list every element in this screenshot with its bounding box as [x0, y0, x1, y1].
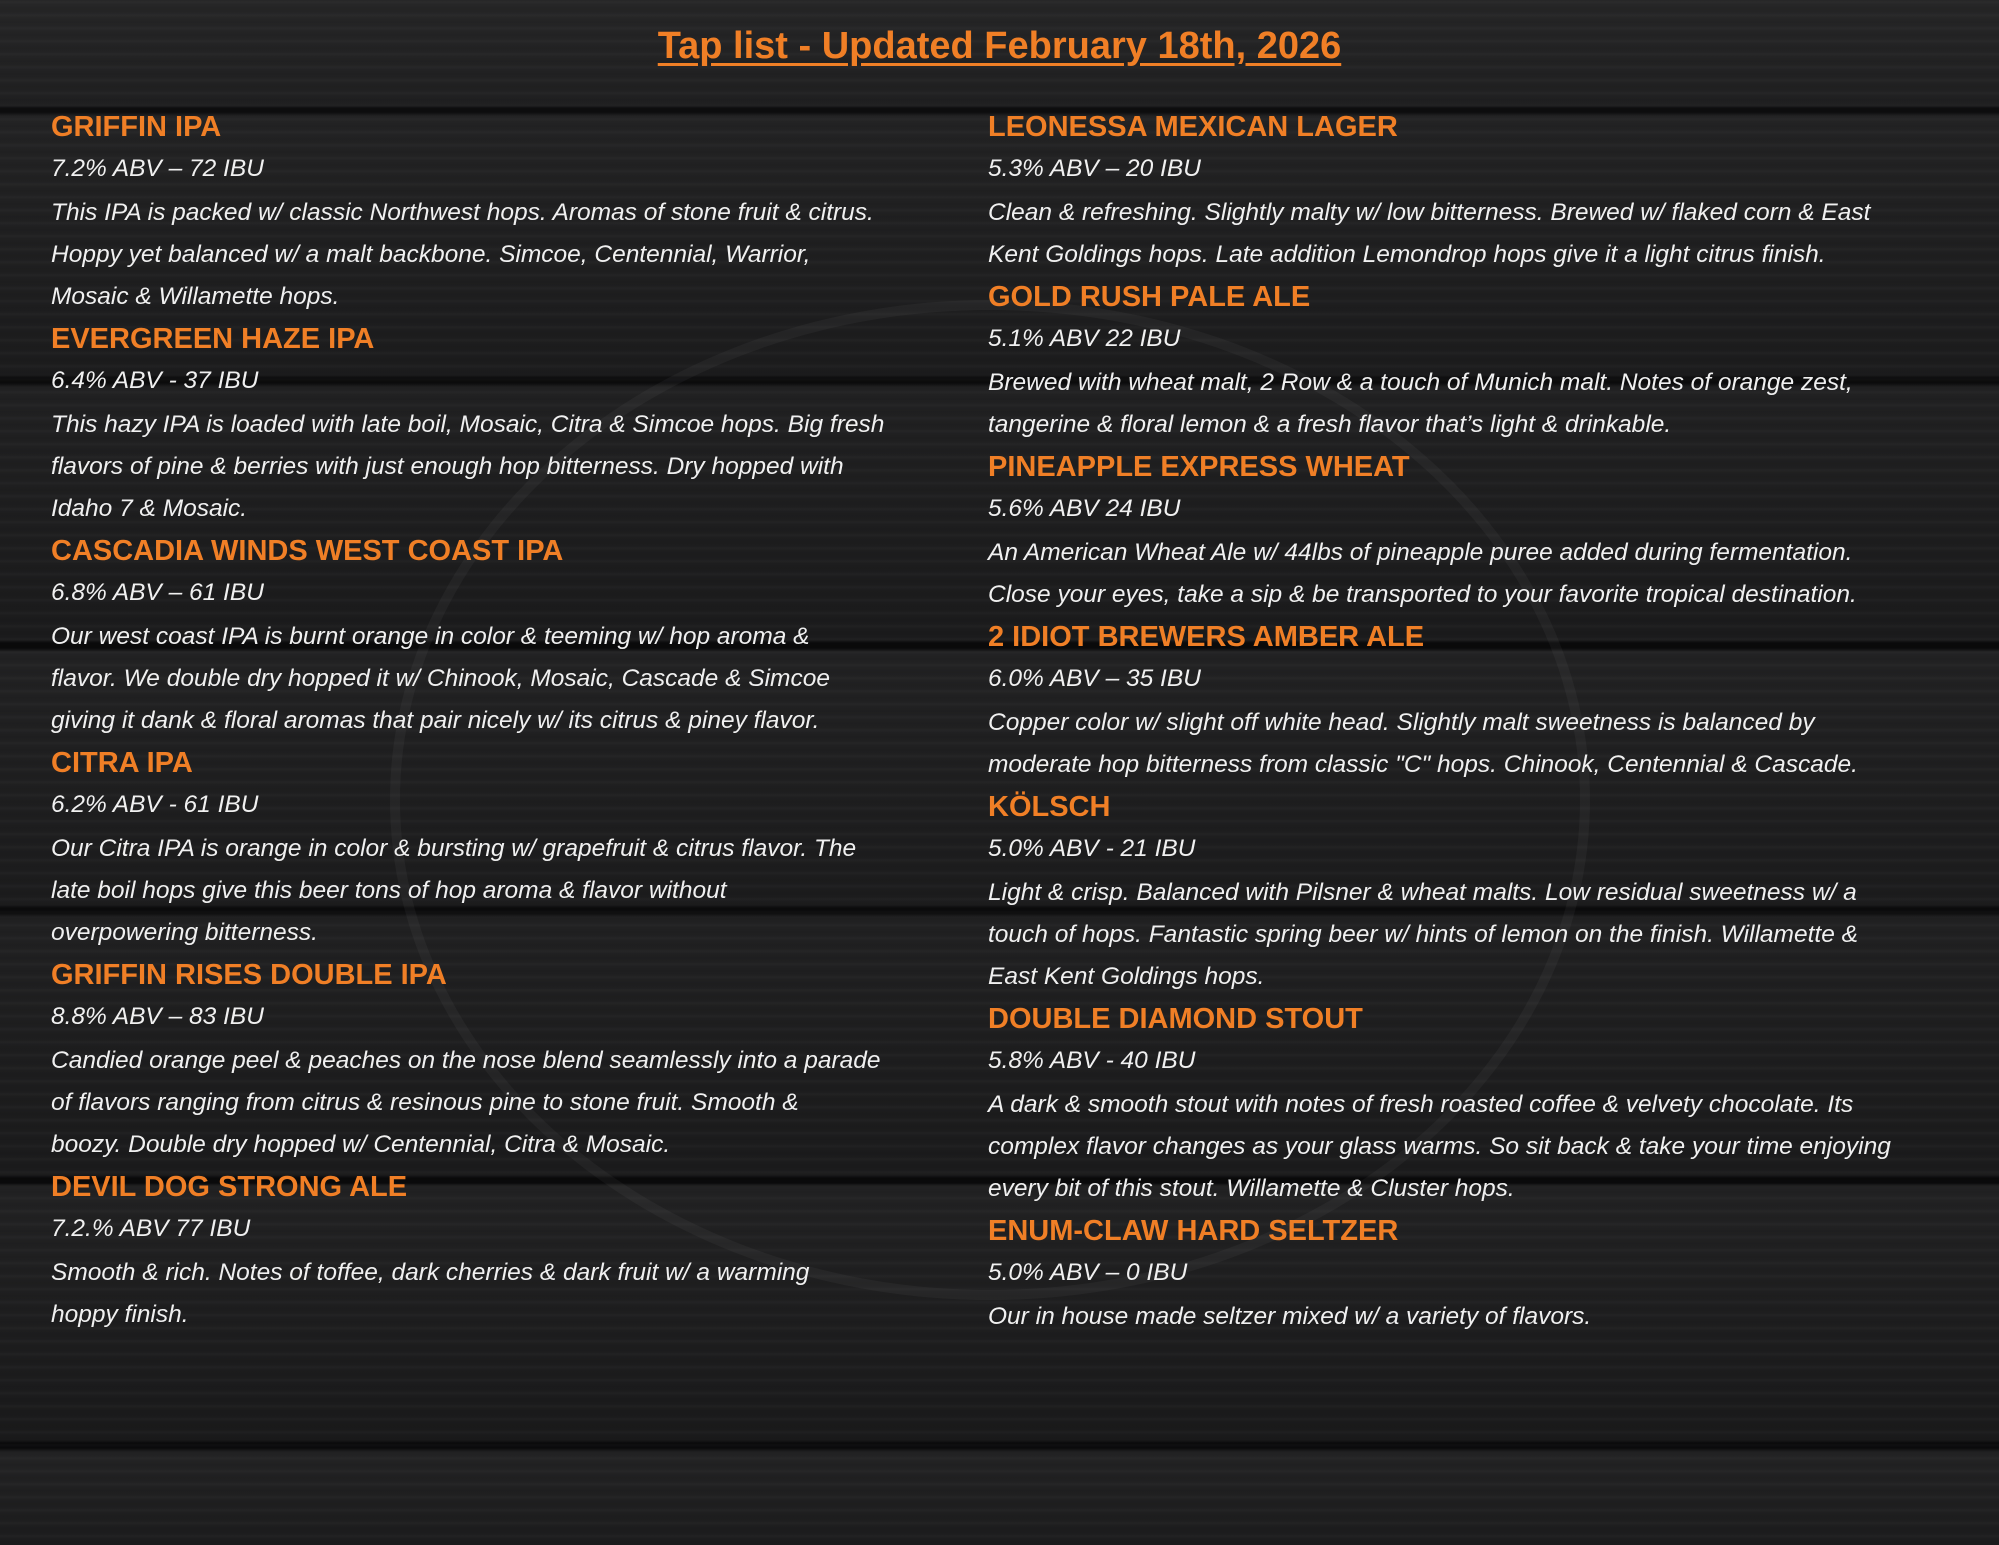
beer-description	[51, 616, 991, 742]
beer-abv-ibu: 6.4% ABV - 37 IBU	[51, 367, 259, 394]
beer-abv-ibu: 5.1% ABV 22 IBU	[988, 325, 1181, 352]
beer-name: EVERGREEN HAZE IPA	[51, 323, 375, 355]
beer-name: KÖLSCH	[988, 791, 1111, 823]
beer-description	[988, 192, 1999, 276]
beer-item	[51, 318, 991, 530]
description-line: Mosaic & Willamette hops.	[51, 283, 340, 310]
tap-list-left-column	[51, 106, 991, 1336]
description-line: flavor. We double dry hopped it w/ Chinook, Mosaic, Cascade & Simcoe	[51, 665, 830, 692]
beer-name: PINEAPPLE EXPRESS WHEAT	[988, 451, 1410, 483]
beer-item	[51, 954, 991, 1166]
description-line: overpowering bitterness.	[51, 919, 318, 946]
description-line: A dark & smooth stout with notes of fresh roasted coffee & velvety chocolate. Its	[988, 1091, 1854, 1118]
beer-name: GRIFFIN RISES DOUBLE IPA	[51, 959, 447, 991]
description-line: East Kent Goldings hops.	[988, 963, 1265, 990]
beer-name: 2 IDIOT BREWERS AMBER ALE	[988, 621, 1425, 653]
beer-item	[988, 998, 1999, 1210]
description-line: flavors of pine & berries with just enough hop bitterness. Dry hopped with	[51, 453, 844, 480]
description-line: An American Wheat Ale w/ 44lbs of pineapple puree added during fermentation.	[988, 539, 1853, 566]
beer-item	[51, 106, 991, 318]
description-line: hoppy finish.	[51, 1301, 189, 1328]
beer-description	[51, 192, 991, 318]
beer-name: GRIFFIN IPA	[51, 111, 222, 143]
beer-description	[51, 404, 991, 530]
beer-abv-ibu: 6.2% ABV - 61 IBU	[51, 791, 259, 818]
description-line: This hazy IPA is loaded with late boil, Mosaic, Citra & Simcoe hops. Big fresh	[51, 411, 885, 438]
beer-abv-ibu: 5.0% ABV - 21 IBU	[988, 835, 1196, 862]
description-line: boozy. Double dry hopped w/ Centennial, Citra & Mosaic.	[51, 1131, 671, 1158]
beer-abv-ibu: 5.0% ABV – 0 IBU	[988, 1259, 1188, 1286]
beer-item	[51, 530, 991, 742]
beer-name: DOUBLE DIAMOND STOUT	[988, 1003, 1363, 1035]
beer-name: CASCADIA WINDS WEST COAST IPA	[51, 535, 564, 567]
tap-list-right-column	[988, 106, 1999, 1338]
beer-abv-ibu: 5.6% ABV 24 IBU	[988, 495, 1181, 522]
beer-name: LEONESSA MEXICAN LAGER	[988, 111, 1398, 143]
beer-description	[988, 1084, 1999, 1210]
description-line: late boil hops give this beer tons of hop aroma & flavor without	[51, 877, 727, 904]
beer-name: ENUM-CLAW HARD SELTZER	[988, 1215, 1399, 1247]
beer-item	[988, 616, 1999, 786]
beer-description	[988, 872, 1999, 998]
description-line: Close your eyes, take a sip & be transported to your favorite tropical destination.	[988, 581, 1857, 608]
description-line: giving it dank & floral aromas that pair nicely w/ its citrus & piney flavor.	[51, 707, 820, 734]
page-title: Tap list - Updated February 18th, 2026	[657, 25, 1342, 67]
beer-abv-ibu: 7.2% ABV – 72 IBU	[51, 155, 264, 182]
description-line: Our west coast IPA is burnt orange in color & teeming w/ hop aroma &	[51, 623, 810, 650]
beer-description	[988, 532, 1999, 616]
beer-abv-ibu: 6.8% ABV – 61 IBU	[51, 579, 264, 606]
description-line: complex flavor changes as your glass warms. So sit back & take your time enjoying	[988, 1133, 1891, 1160]
description-line: This IPA is packed w/ classic Northwest hops. Aromas of stone fruit & citrus.	[51, 199, 874, 226]
description-line: every bit of this stout. Willamette & Cluster hops.	[988, 1175, 1515, 1202]
description-line: moderate hop bitterness from classic "C" hops. Chinook, Centennial & Cascade.	[988, 751, 1858, 778]
description-line: Clean & refreshing. Slightly malty w/ low bitterness. Brewed w/ flaked corn & East	[988, 199, 1871, 226]
beer-abv-ibu: 5.8% ABV - 40 IBU	[988, 1047, 1196, 1074]
beer-description	[51, 1252, 991, 1336]
beer-abv-ibu: 5.3% ABV – 20 IBU	[988, 155, 1201, 182]
beer-description	[988, 702, 1999, 786]
beer-name: DEVIL DOG STRONG ALE	[51, 1171, 408, 1203]
beer-item	[988, 1210, 1999, 1338]
beer-item	[988, 106, 1999, 276]
beer-abv-ibu: 7.2.% ABV 77 IBU	[51, 1215, 251, 1242]
beer-description	[51, 1040, 991, 1166]
beer-name: CITRA IPA	[51, 747, 193, 779]
description-line: Our in house made seltzer mixed w/ a variety of flavors.	[988, 1303, 1592, 1330]
description-line: Our Citra IPA is orange in color & bursting w/ grapefruit & citrus flavor. The	[51, 835, 857, 862]
beer-abv-ibu: 8.8% ABV – 83 IBU	[51, 1003, 264, 1030]
beer-name: GOLD RUSH PALE ALE	[988, 281, 1311, 313]
description-line: tangerine & floral lemon & a fresh flavor that’s light & drinkable.	[988, 411, 1672, 438]
beer-item	[51, 742, 991, 954]
description-line: Hoppy yet balanced w/ a malt backbone. Simcoe, Centennial, Warrior,	[51, 241, 811, 268]
description-line: of flavors ranging from citrus & resinous pine to stone fruit. Smooth &	[51, 1089, 799, 1116]
description-line: Brewed with wheat malt, 2 Row & a touch of Munich malt. Notes of orange zest,	[988, 369, 1853, 396]
beer-item	[988, 786, 1999, 998]
description-line: Smooth & rich. Notes of toffee, dark cherries & dark fruit w/ a warming	[51, 1259, 810, 1286]
description-line: Candied orange peel & peaches on the nose blend seamlessly into a parade	[51, 1047, 881, 1074]
description-line: Idaho 7 & Mosaic.	[51, 495, 248, 522]
description-line: Kent Goldings hops. Late addition Lemondrop hops give it a light citrus finish.	[988, 241, 1826, 268]
description-line: Copper color w/ slight off white head. Slightly malt sweetness is balanced by	[988, 709, 1815, 736]
beer-description	[988, 362, 1999, 446]
beer-item	[51, 1166, 991, 1336]
beer-abv-ibu: 6.0% ABV – 35 IBU	[988, 665, 1201, 692]
beer-item	[988, 276, 1999, 446]
description-line: Light & crisp. Balanced with Pilsner & wheat malts. Low residual sweetness w/ a	[988, 879, 1857, 906]
description-line: touch of hops. Fantastic spring beer w/ hints of lemon on the finish. Willamette &	[988, 921, 1858, 948]
beer-description	[988, 1296, 1999, 1338]
beer-description	[51, 828, 991, 954]
beer-item	[988, 446, 1999, 616]
